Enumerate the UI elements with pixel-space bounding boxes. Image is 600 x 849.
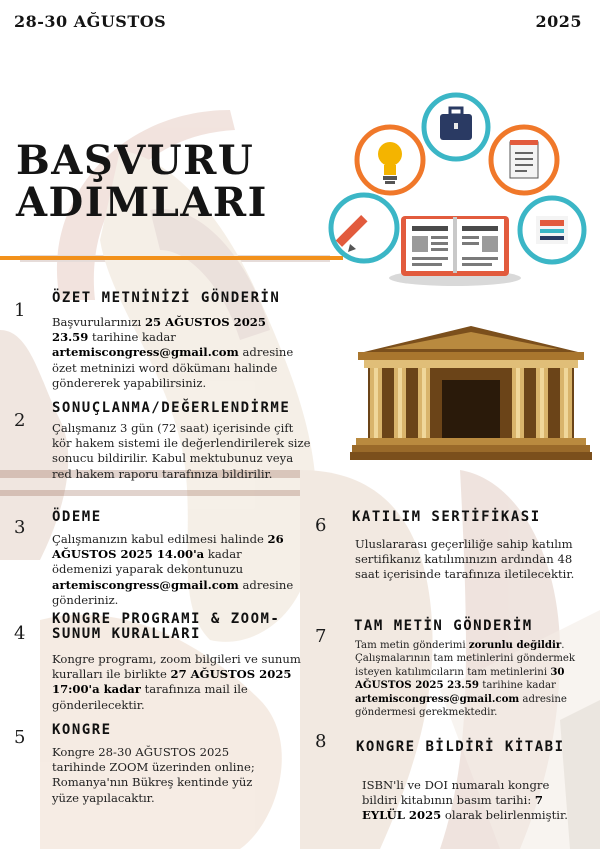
pencil-icon [331, 195, 397, 261]
step-heading: KATILIM SERTİFİKASI [352, 509, 541, 525]
lightbulb-icon [357, 127, 423, 193]
step-heading: KONGRE PROGRAMI & ZOOM-SUNUM KURALLARI [52, 611, 281, 642]
step-number: 7 [315, 626, 327, 647]
title-line-2: ADIMLARI [16, 179, 268, 226]
temple-illustration [350, 322, 592, 466]
event-year: 2025 [535, 12, 582, 31]
document-icon [520, 198, 584, 262]
step-heading: ÖZET METNİNİZİ GÖNDERİN [52, 290, 281, 306]
step-heading: KONGRE BİLDİRİ KİTABI [356, 739, 565, 755]
step-text: Kongre programı, zoom bilgileri ve sunum kuralları ile birlikte 27 AĞUSTOS 2025 17:00'a kadar tarafınıza mail ile gönderilecektir. [52, 652, 301, 712]
title-underline [0, 256, 343, 260]
step-text: Uluslararası geçerliliğe sahip katılım sertifikanız katılımınızın ardından 48 saat içerisinde tarafınıza iletilecektir. [355, 537, 575, 582]
step-heading: TAM METİN GÖNDERİM [354, 618, 533, 634]
notepad-icon [491, 127, 557, 193]
briefcase-icon [424, 95, 488, 159]
step-number: 3 [14, 517, 26, 538]
step-number: 8 [315, 731, 327, 752]
event-date: 28-30 AĞUSTOS [14, 12, 167, 31]
step-number: 1 [14, 300, 26, 321]
step-number: 2 [14, 410, 26, 431]
step-heading: SONUÇLANMA/DEĞERLENDİRME [52, 400, 291, 416]
step-number: 6 [315, 515, 327, 536]
step-text: ISBN'li ve DOI numaralı kongre bildiri kitabının basım tarihi: 7 EYLÜL 2025 olarak belirlenmiştir. [362, 778, 568, 823]
step-text: Tam metin gönderimi zorunlu değildir. Çalışmalarının tam metinlerini göndermek isteyen katılımcıların tam metinlerini 30 AĞUSTOS 2025 23.59 tarihine kadar artemiscongress@gmail.com adresine göndermesi gerekmektedir. [355, 639, 576, 719]
step-number: 5 [14, 727, 26, 748]
icon-cluster [328, 92, 588, 297]
step-heading: ÖDEME [52, 509, 102, 525]
page-title [16, 137, 268, 226]
step-text: Çalışmanızın kabul edilmesi halinde 26 AĞUSTOS 2025 14.00'a kadar ödemenizi yaparak dekontunuzu artemiscongress@gmail.com adresine gönderiniz. [52, 532, 294, 607]
step-text: Çalışmanız 3 gün (72 saat) içerisinde çift kör hakem sistemi ile değerlendirilerek size sonucu bildirilir. Kabul mektubunuz veya red hakem raporu tarafınıza bildirilir. [52, 421, 311, 481]
open-book-icon [389, 216, 521, 286]
step-heading: KONGRE [52, 722, 112, 738]
title-line-1: BAŞVURU [16, 137, 255, 184]
step-number: 4 [14, 623, 26, 644]
step-text: Başvurularınızı 25 AĞUSTOS 2025 23.59 tarihine kadar artemiscongress@gmail.com adresine özet metninizi word dökümanı halinde göndererek yapabilirsiniz. [52, 315, 294, 390]
step-text: Kongre 28-30 AĞUSTOS 2025 tarihinde ZOOM üzerinden online; Romanya'nın Bükreş kentinde yüz yüze yapılacaktır. [52, 745, 255, 805]
